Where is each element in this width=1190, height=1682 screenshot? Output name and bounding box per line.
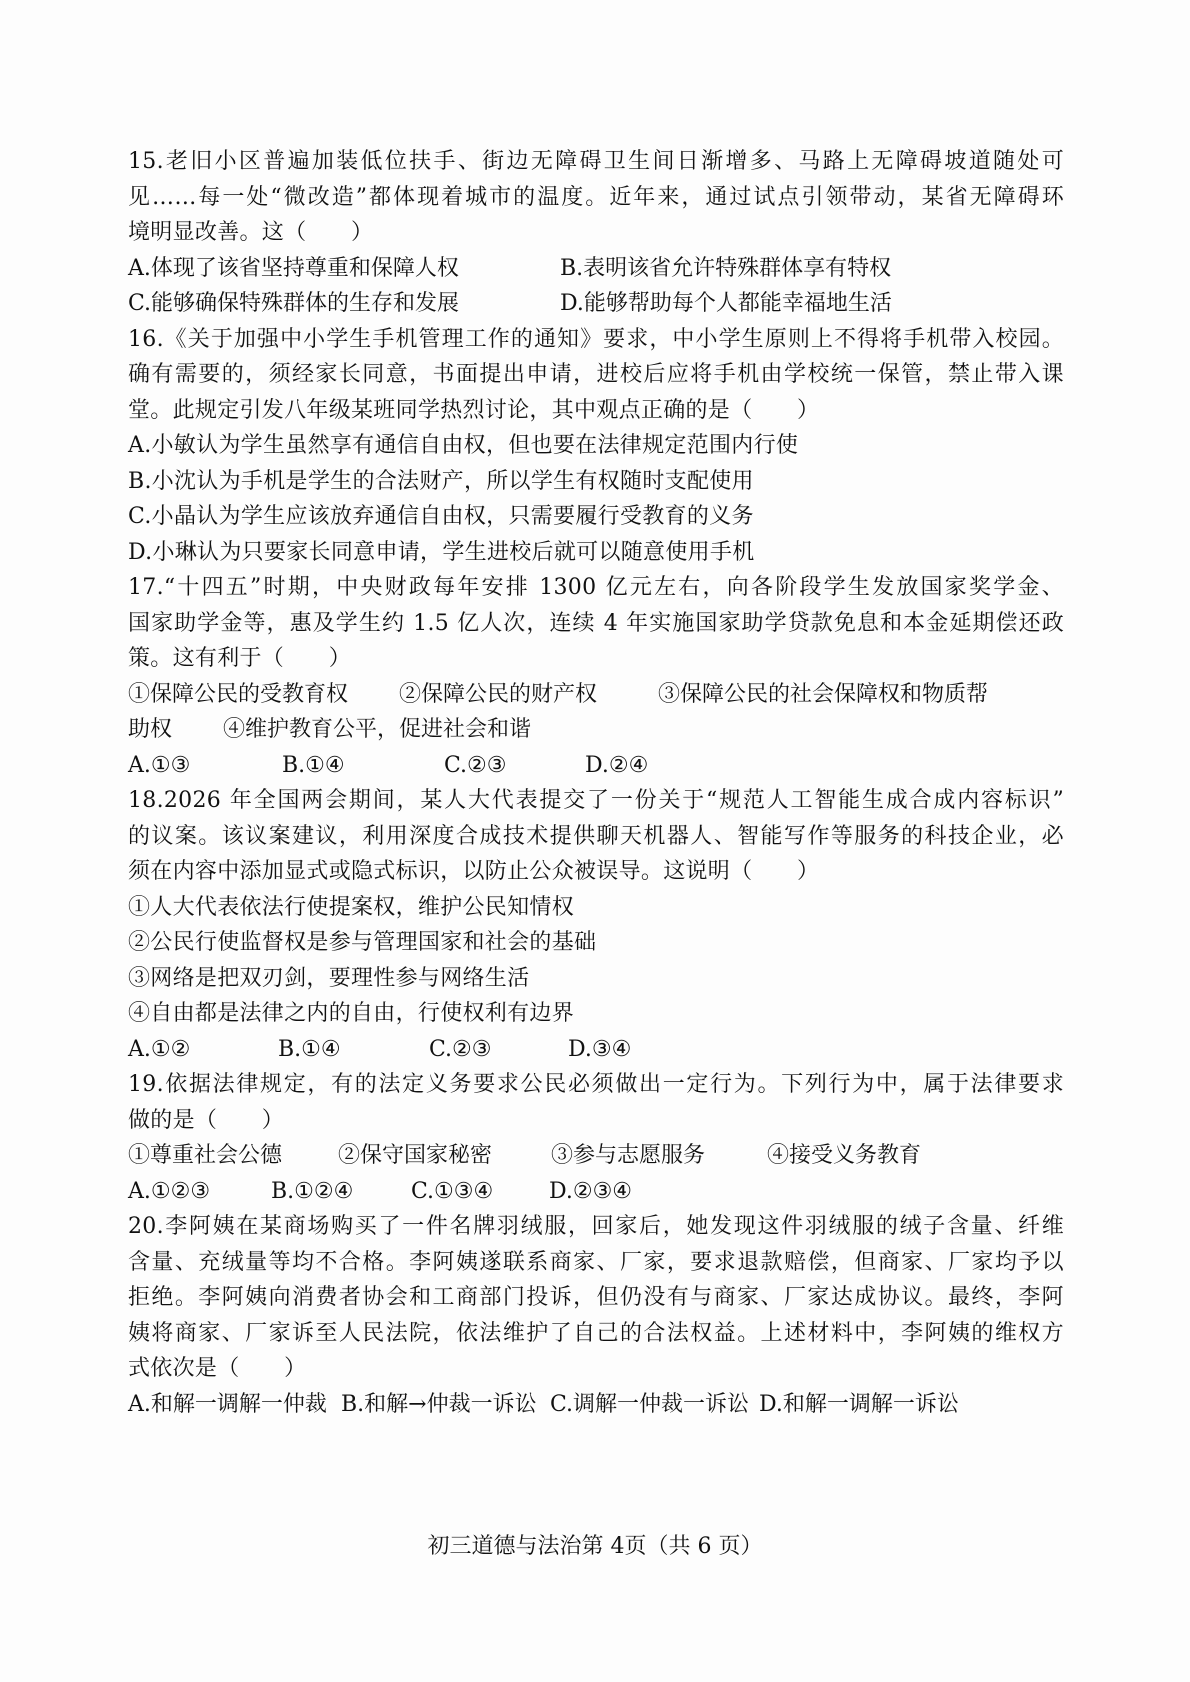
question-18-statement-1: ①人大代表依法行使提案权，维护公民知情权 xyxy=(128,894,575,920)
question-15-option-c: C.能够确保特殊群体的生存和发展 xyxy=(128,291,460,316)
question-17-statements-row-2 xyxy=(128,712,1064,748)
question-17-option-a: A.①③ xyxy=(128,752,191,778)
question-15-stem-line-3: 境明显改善。这（ ） xyxy=(128,220,374,245)
question-20-stem-line-3: 拒绝。李阿姨向消费者协会和工商部门投诉，但仍没有与商家、厂家达成协议。最终，李阿 xyxy=(128,1285,1064,1310)
question-19-option-c: C.①③④ xyxy=(411,1178,494,1204)
question-16-stem-line-2: 确有需要的，须经家长同意，书面提出申请，进校后应将手机由学校统一保管，禁止带入课 xyxy=(128,362,1064,387)
question-18-stem-line-2: 的议案。该议案建议，利用深度合成技术提供聊天机器人、智能写作等服务的科技企业，必 xyxy=(128,823,1064,849)
question-19-stem-line-2: 做的是（ ） xyxy=(128,1107,285,1133)
question-17-options xyxy=(128,748,1064,784)
question-18-stem-line-3: 须在内容中添加显式或隐式标识，以防止公众被误导。这说明（ ） xyxy=(128,859,820,884)
question-15-stem-line-1: 15.老旧小区普遍加装低位扶手、街边无障碍卫生间日渐增多、马路上无障碍坡道随处可 xyxy=(128,149,1064,174)
page-footer: 初三道德与法治第 4页（共 6 页） xyxy=(427,1534,763,1559)
question-19-statements xyxy=(128,1138,1064,1174)
question-16-option-c: C.小晶认为学生应该放弃通信自由权，只需要履行受教育的义务 xyxy=(128,504,754,529)
question-list xyxy=(128,144,1064,1422)
question-15-stem-line-2: 见……每一处“微改造”都体现着城市的温度。近年来，通过试点引领带动，某省无障碍环 xyxy=(128,184,1064,210)
question-18-statement-3: ③网络是把双刃剑，要理性参与网络生活 xyxy=(128,965,530,991)
question-20-option-c: C.调解一仲裁一诉讼 xyxy=(550,1391,750,1417)
question-20-option-a: A.和解一调解一仲裁 xyxy=(128,1391,327,1417)
question-19-statement-4: ④接受义务教育 xyxy=(767,1143,922,1168)
question-16-option-b: B.小沈认为手机是学生的合法财产，所以学生有权随时支配使用 xyxy=(128,468,754,494)
question-19-option-b: B.①②④ xyxy=(271,1178,354,1204)
question-15-options-row-2 xyxy=(128,286,1064,322)
question-19-statement-2: ②保守国家秘密 xyxy=(338,1143,493,1168)
question-18-option-c: C.②③ xyxy=(429,1036,492,1062)
question-20-option-d: D.和解一调解一诉讼 xyxy=(759,1391,959,1417)
question-20-option-b: B.和解→仲裁一诉讼 xyxy=(341,1391,537,1417)
question-19-option-a: A.①②③ xyxy=(128,1178,211,1204)
question-19-stem-line-1: 19.依据法律规定，有的法定义务要求公民必须做出一定行为。下列行为中，属于法律要求 xyxy=(128,1072,1064,1097)
question-17-stem-line-3: 策。这有利于（ ） xyxy=(128,646,352,671)
question-16-option-a: A.小敏认为学生虽然享有通信自由权，但也要在法律规定范围内行使 xyxy=(128,433,799,458)
question-15-option-a: A.体现了该省坚持尊重和保障人权 xyxy=(128,255,459,281)
question-15-option-d: D.能够帮助每个人都能幸福地生活 xyxy=(560,291,892,316)
question-15-option-b: B.表明该省允许特殊群体享有特权 xyxy=(560,255,892,281)
question-20-options xyxy=(128,1387,1064,1423)
question-17-statement-1: ①保障公民的受教育权 xyxy=(128,681,349,707)
question-16-stem-line-3: 堂。此规定引发八年级某班同学热烈讨论，其中观点正确的是（ ） xyxy=(128,397,820,423)
question-15-options-row-1 xyxy=(128,251,1064,287)
question-18-option-d: D.③④ xyxy=(568,1036,632,1062)
question-17-option-b: B.①④ xyxy=(282,752,345,778)
question-19-statement-3: ③参与志愿服务 xyxy=(551,1143,706,1168)
question-17-option-c: C.②③ xyxy=(444,752,507,778)
question-17-statement-3: ③保障公民的社会保障权和物质帮 xyxy=(658,681,989,707)
question-18-statement-2: ②公民行使监督权是参与管理国家和社会的基础 xyxy=(128,930,597,955)
question-17-stem-line-2: 国家助学金等，惠及学生约 1.5 亿人次，连续 4 年实施国家助学贷款免息和本金延期偿还政 xyxy=(128,610,1064,636)
question-18-statement-4: ④自由都是法律之内的自由，行使权利有边界 xyxy=(128,1001,575,1026)
question-17-statement-2: ②保障公民的财产权 xyxy=(399,681,598,707)
question-20-stem-line-1: 20.李阿姨在某商场购买了一件名牌羽绒服，回家后，她发现这件羽绒服的绒子含量、纤维 xyxy=(128,1214,1064,1239)
question-17-statements-row-1 xyxy=(128,677,1064,713)
question-18-option-b: B.①④ xyxy=(278,1036,341,1062)
question-17-statement-4: ④维护教育公平，促进社会和谐 xyxy=(223,717,532,742)
question-17-option-d: D.②④ xyxy=(585,752,649,778)
question-16-stem-line-1: 16.《关于加强中小学生手机管理工作的通知》要求，中小学生原则上不得将手机带入校园。 xyxy=(128,326,1064,352)
question-16-option-d: D.小琳认为只要家长同意申请，学生进校后就可以随意使用手机 xyxy=(128,539,755,565)
question-18-stem-line-1: 18.2026 年全国两会期间，某人大代表提交了一份关于“规范人工智能生成合成内容标识” xyxy=(128,788,1064,813)
question-19-statement-1: ①尊重社会公德 xyxy=(128,1143,283,1168)
question-19-options xyxy=(128,1174,1064,1210)
question-18-option-a: A.①② xyxy=(128,1036,191,1062)
question-19-option-d: D.②③④ xyxy=(549,1178,633,1204)
question-17-statement-3-continued: 助权 xyxy=(128,717,173,742)
question-20-stem-line-5: 式依次是（ ） xyxy=(128,1356,307,1381)
question-18-options xyxy=(128,1032,1064,1068)
question-17-stem-line-1: 17.“十四五”时期，中央财政每年安排 1300 亿元左右，向各阶段学生发放国家奖学金、 xyxy=(128,575,1064,600)
question-20-stem-line-4: 姨将商家、厂家诉至人民法院，依法维护了自己的合法权益。上述材料中，李阿姨的维权方 xyxy=(128,1320,1064,1346)
question-20-stem-line-2: 含量、充绒量等均不合格。李阿姨遂联系商家、厂家，要求退款赔偿，但商家、厂家均予以 xyxy=(128,1249,1064,1275)
